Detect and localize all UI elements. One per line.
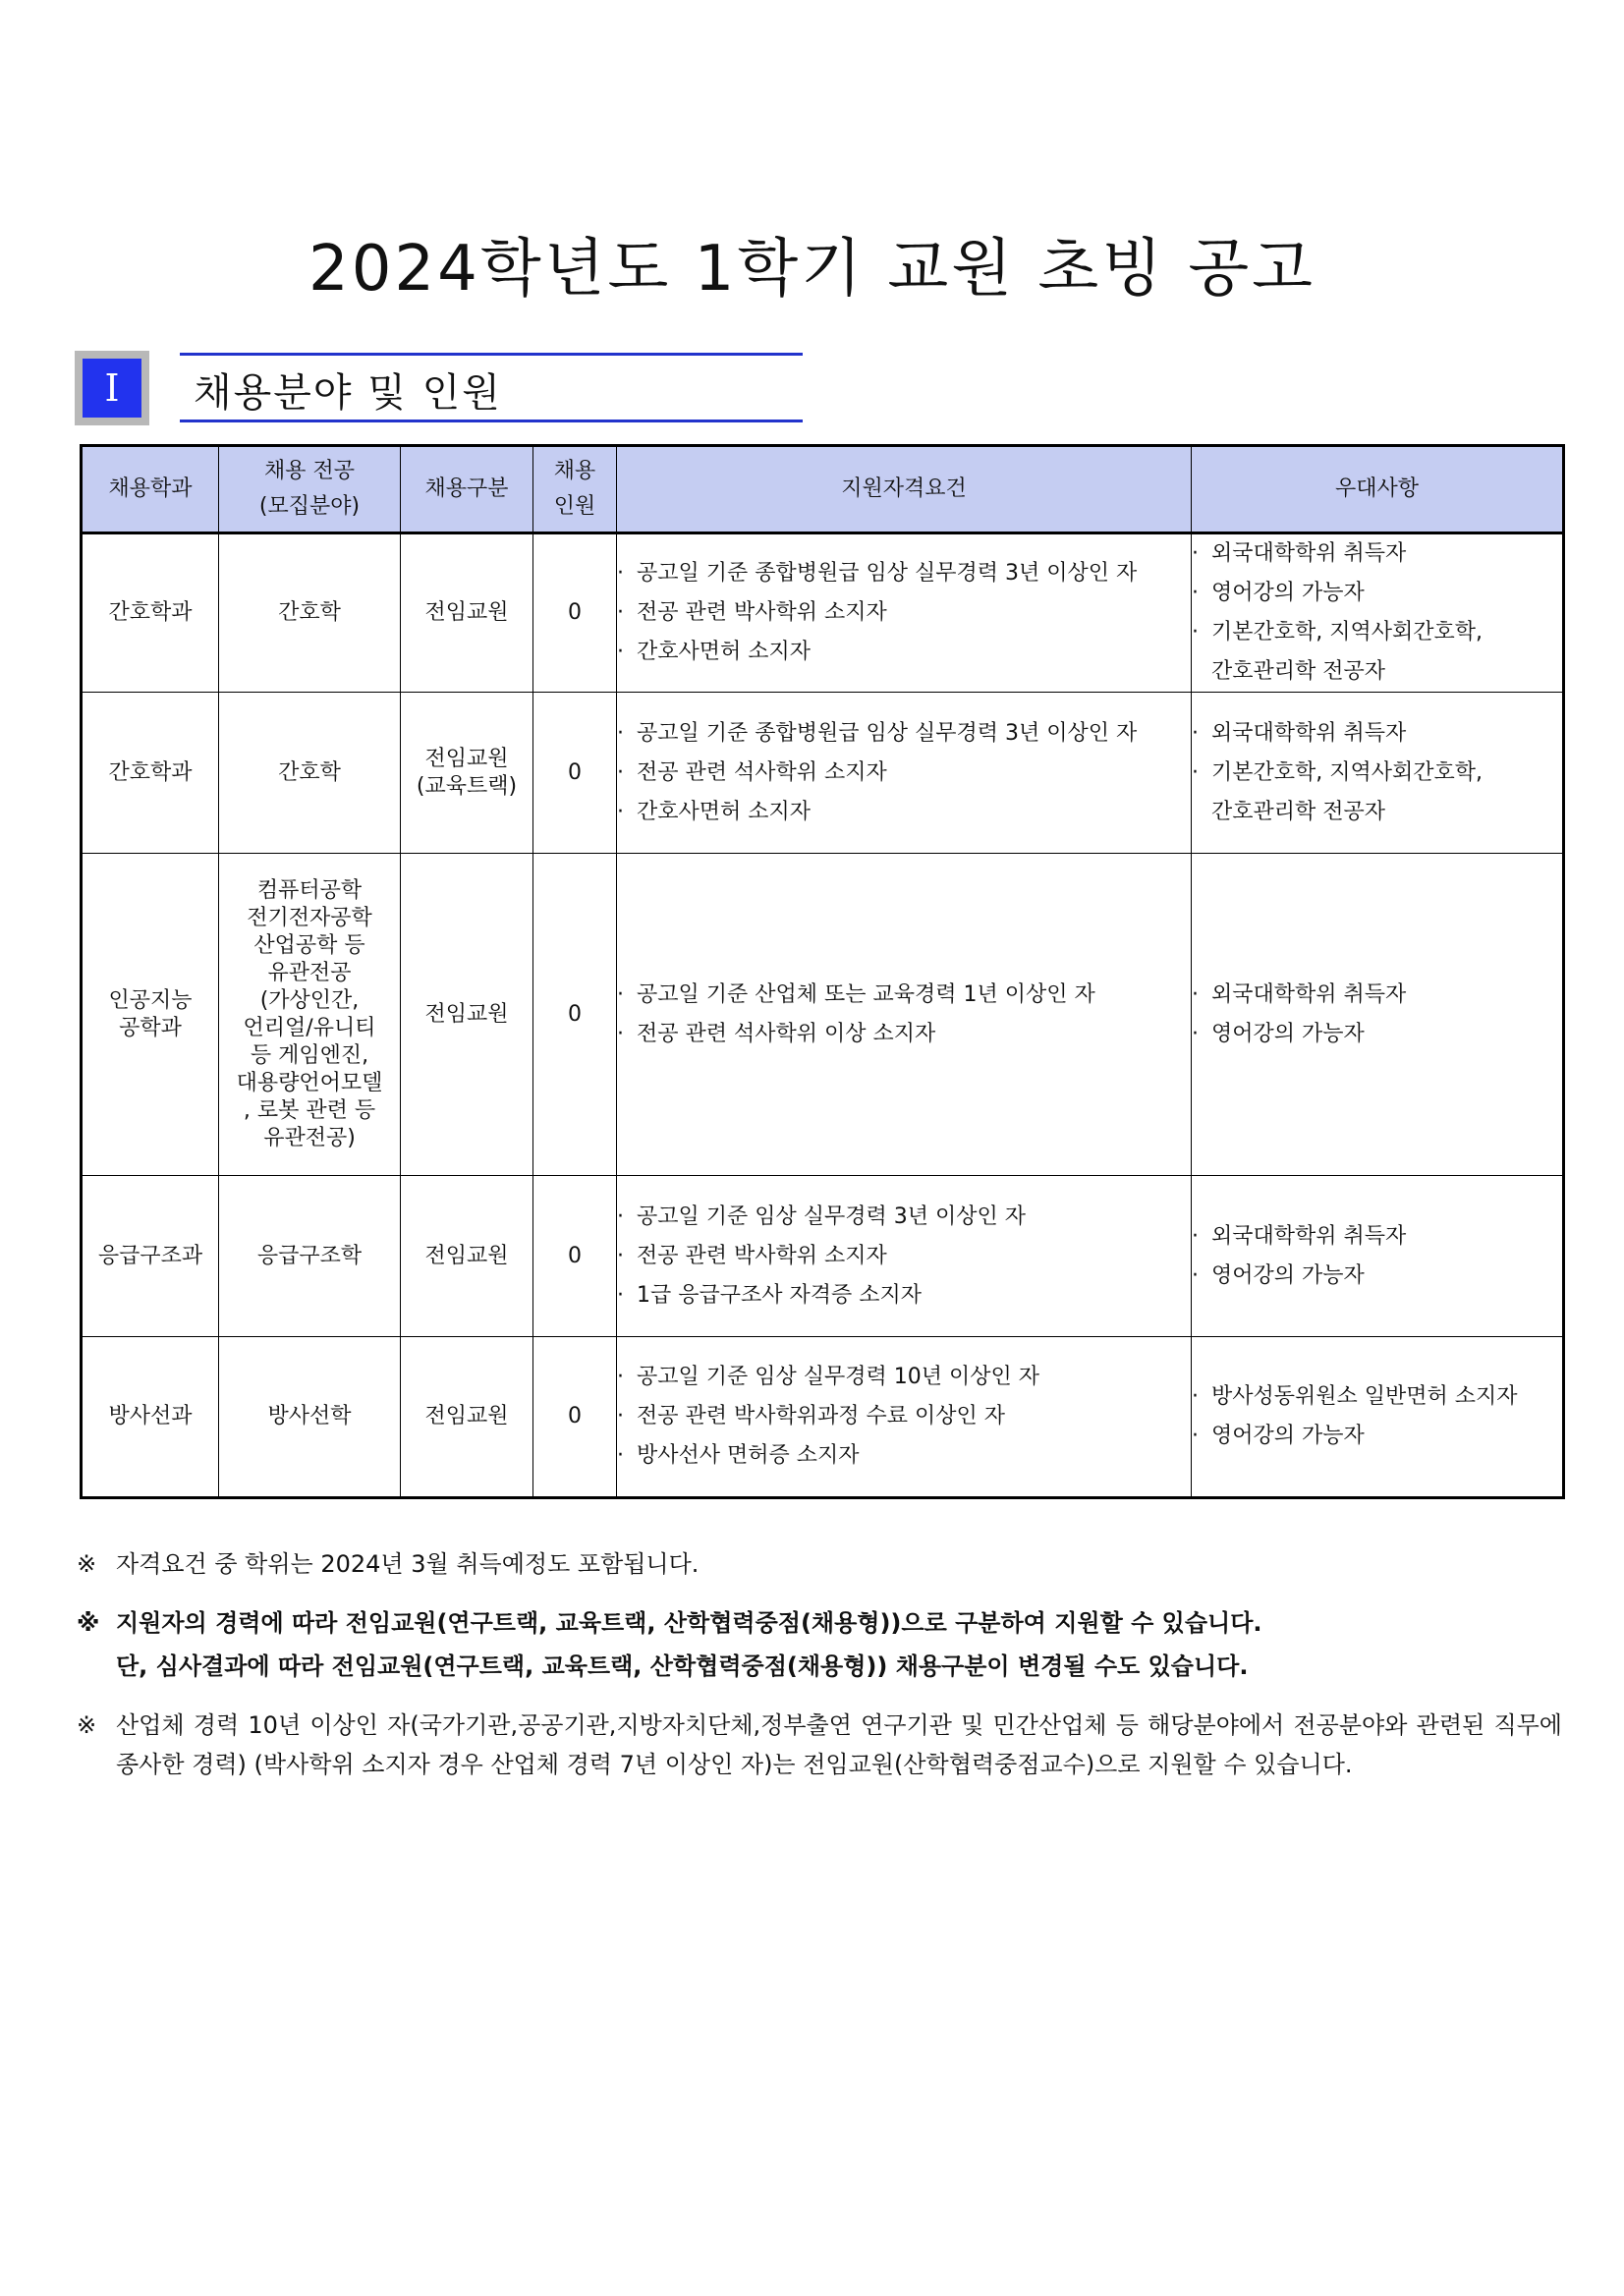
cell-type: 전임교원 [401, 533, 533, 693]
reference-mark-icon: ※ [77, 1609, 100, 1637]
list-item: · 영어강의 가능자 [1192, 1021, 1365, 1046]
section-number: I [83, 359, 141, 418]
cell-type: 전임교원 [401, 854, 533, 1176]
cell-count: 0 [533, 1337, 617, 1498]
list-item-continued: 간호관리학 전공자 [1211, 659, 1386, 684]
cell-dept: 응급구조과 [82, 1176, 219, 1337]
note-text: 자격요건 중 학위는 2024년 3월 취득예정도 포함됩니다. [116, 1550, 700, 1578]
list-item: · 전공 관련 박사학위 소지자 [617, 600, 887, 625]
cell-preference [1192, 693, 1564, 854]
cell-major: 간호학 [219, 533, 401, 693]
list-item: · 외국대학학위 취득자 [1192, 720, 1407, 746]
reference-mark-icon: ※ [77, 1550, 97, 1578]
header-count-line1: 채용 [553, 459, 596, 483]
cell-qualification [617, 1337, 1192, 1498]
cell-qualification [617, 854, 1192, 1176]
cell-major: 방사선학 [219, 1337, 401, 1498]
cell-qualification [617, 533, 1192, 693]
cell-preference [1192, 1176, 1564, 1337]
list-item: · 전공 관련 석사학위 소지자 [617, 759, 887, 785]
table-row [82, 533, 1564, 693]
page-title: 2024학년도 1학기 교원 초빙 공고 [308, 233, 1316, 306]
list-item: · 기본간호학, 지역사회간호학, [1192, 620, 1484, 644]
list-item: · 영어강의 가능자 [1192, 581, 1365, 605]
notes-section [77, 1544, 1562, 1804]
list-item: · 방사성동위원소 일반면허 소지자 [1192, 1384, 1518, 1409]
cell-type: 전임교원 (교육트랙) [401, 693, 533, 854]
cell-major: 응급구조학 [219, 1176, 401, 1337]
cell-dept: 간호학과 [82, 693, 219, 854]
list-item: · 공고일 기준 종합병원급 임상 실무경력 3년 이상인 자 [617, 720, 1138, 746]
note-continuation: 단, 심사결과에 따라 전임교원(연구트랙, 교육트랙, 산학협력중점(채용형)) 채용구분이 변경될 수도 있습니다. [116, 1652, 1249, 1680]
table-row [82, 854, 1564, 1176]
list-item: · 외국대학학위 취득자 [1192, 981, 1407, 1007]
list-item: · 기본간호학, 지역사회간호학, [1192, 759, 1484, 785]
cell-type: 전임교원 [401, 1337, 533, 1498]
cell-major: 컴퓨터공학 전기전자공학 산업공학 등 유관전공 (가상인간, 언리얼/유니티 등 게임엔진, 대용량언어모델 , 로봇 관련 등 유관전공) [219, 854, 401, 1176]
header-major-line2: (모집분야) [258, 494, 361, 519]
cell-major: 간호학 [219, 693, 401, 854]
list-item-continued: 간호관리학 전공자 [1211, 799, 1386, 824]
cell-qualification [617, 693, 1192, 854]
list-item: · 간호사면허 소지자 [617, 640, 812, 664]
cell-preference [1192, 533, 1564, 693]
reference-mark-icon: ※ [77, 1711, 97, 1739]
list-item: · 전공 관련 석사학위 이상 소지자 [617, 1021, 936, 1046]
table-header-row [82, 446, 1564, 533]
cell-count: 0 [533, 693, 617, 854]
list-item: · 공고일 기준 임상 실무경력 10년 이상인 자 [617, 1365, 1039, 1389]
header-qualification: 지원자격요건 [617, 446, 1192, 533]
list-item: · 외국대학학위 취득자 [1192, 541, 1407, 566]
header-preference: 우대사항 [1192, 446, 1564, 533]
note-item [77, 1603, 1562, 1643]
table-row [82, 1337, 1564, 1498]
header-count-line2: 인원 [553, 494, 596, 519]
section-rule-top [180, 353, 803, 356]
list-item: · 영어강의 가능자 [1192, 1424, 1365, 1448]
section-rule-bottom [180, 420, 803, 422]
cell-type: 전임교원 [401, 1176, 533, 1337]
cell-count: 0 [533, 533, 617, 693]
note-text: 지원자의 경력에 따라 전임교원(연구트랙, 교육트랙, 산학협력중점(채용형))으로 구분하여 지원할 수 있습니다. [116, 1609, 1262, 1637]
list-item: · 공고일 기준 임상 실무경력 3년 이상인 자 [617, 1204, 1026, 1229]
cell-count: 0 [533, 1176, 617, 1337]
section-number-badge [75, 351, 149, 425]
list-item: · 공고일 기준 종합병원급 임상 실무경력 3년 이상인 자 [617, 561, 1138, 586]
table-row [82, 693, 1564, 854]
list-item: · 1급 응급구조사 자격증 소지자 [617, 1282, 923, 1308]
section-title: 채용분야 및 인원 [194, 370, 502, 416]
list-item: · 전공 관련 박사학위과정 수료 이상인 자 [617, 1404, 1005, 1428]
table-row [82, 1176, 1564, 1337]
header-major-line1: 채용 전공 [263, 459, 355, 483]
header-type: 채용구분 [401, 446, 533, 533]
cell-dept: 간호학과 [82, 533, 219, 693]
cell-preference [1192, 1337, 1564, 1498]
list-item: · 공고일 기준 산업체 또는 교육경력 1년 이상인 자 [617, 981, 1095, 1007]
cell-dept: 인공지능 공학과 [82, 854, 219, 1176]
cell-qualification [617, 1176, 1192, 1337]
list-item: · 전공 관련 박사학위 소지자 [617, 1243, 887, 1268]
header-count [533, 446, 617, 533]
cell-preference [1192, 854, 1564, 1176]
list-item: · 외국대학학위 취득자 [1192, 1223, 1407, 1249]
header-major [219, 446, 401, 533]
cell-dept: 방사선과 [82, 1337, 219, 1498]
list-item: · 방사선사 면허증 소지자 [617, 1443, 860, 1468]
list-item: · 간호사면허 소지자 [617, 799, 812, 824]
recruitment-table [80, 444, 1565, 1499]
note-text: 산업체 경력 10년 이상인 자(국가기관,공공기관,지방자치단체,정부출연 연구기관 및 민간산업체 등 해당분야에서 전공분야와 관련된 직무에 종사한 경력) (박사학위 소지자 경우 산업체 경력 7년 이상인 자)는 전임교원(산학협력중점교수)으로 지원할 수 있습니다. [116, 1711, 1562, 1778]
note-item [77, 1544, 1562, 1584]
cell-count: 0 [533, 854, 617, 1176]
list-item: · 영어강의 가능자 [1192, 1262, 1365, 1288]
note-item [77, 1706, 1562, 1784]
header-dept: 채용학과 [82, 446, 219, 533]
